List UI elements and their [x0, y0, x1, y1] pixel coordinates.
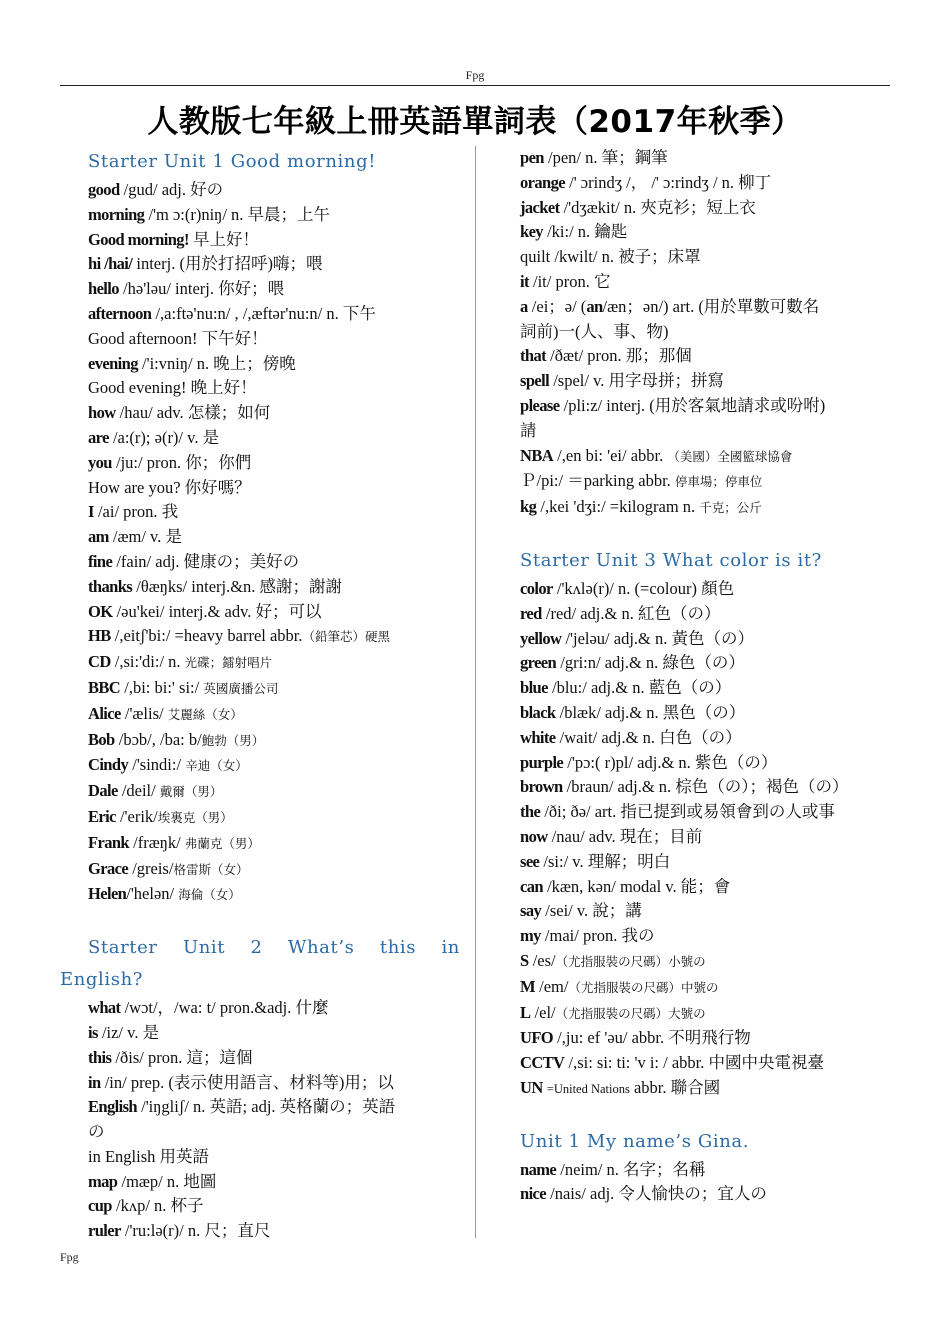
vocab-word: you — [88, 452, 112, 472]
vocab-entry — [60, 476, 460, 501]
vocab-word: OK — [88, 601, 113, 621]
vocab-definition: /hə'ləu/ interj. 你好；喂 — [118, 279, 285, 299]
vocab-entry — [60, 500, 460, 525]
vocab-word: Bob — [88, 729, 115, 749]
vocab-entry — [520, 676, 895, 701]
vocab-definition: /hau/ adv. 怎樣；如何 — [115, 403, 271, 423]
vocab-definition: /neim/ n. 名字；名稱 — [556, 1159, 706, 1179]
vocab-definition: Good afternoon! 下午好！ — [88, 328, 268, 348]
word-list-starter-2-continued — [520, 146, 895, 521]
vocab-note: 光碟；鐳射唱片 — [184, 656, 273, 671]
vocab-entry — [520, 369, 895, 394]
vocab-word: nice — [520, 1184, 547, 1204]
vocab-entry — [520, 419, 895, 444]
vocab-entry — [520, 1158, 895, 1183]
vocab-word: kg — [520, 497, 537, 517]
vocab-word: English — [88, 1097, 137, 1117]
vocab-definition: /wait/ adj.& n. 白色（の） — [555, 727, 742, 747]
vocab-word: Grace — [88, 858, 129, 878]
vocab-definition: /'pɔ:( r)pl/ adj.& n. 紫色（の） — [563, 752, 778, 772]
vocab-word: purple — [520, 752, 564, 772]
vocab-entry — [60, 575, 460, 600]
vocab-word: thanks — [88, 576, 133, 596]
vocab-entry — [60, 352, 460, 377]
vocab-note: 戴爾（男） — [159, 785, 223, 800]
vocab-word: Cindy — [88, 755, 129, 775]
vocab-word: Helen — [88, 884, 127, 904]
page-footer-label: Fpg — [60, 1250, 79, 1264]
vocab-word: CCTV — [520, 1053, 565, 1073]
vocab-entry — [60, 401, 460, 426]
vocab-definition: /ðis/ pron. 這；這個 — [111, 1047, 253, 1067]
vocab-note: （尤指服裝の尺碼）大號の — [555, 1006, 706, 1021]
vocab-definition: /el/ — [530, 1002, 556, 1022]
vocab-word: brown — [520, 777, 563, 797]
vocab-entry — [520, 975, 895, 1001]
unit-heading-starter-2: Starter Unit 2 What’s this in — [88, 937, 460, 959]
unit-heading-unit-1: Unit 1 My name’s Gina. — [520, 1130, 750, 1152]
word-list-unit-1 — [520, 1158, 895, 1208]
vocab-word: evening — [88, 353, 138, 373]
vocab-definition: /es/ — [528, 950, 556, 970]
vocab-definition: interj. (用於打招呼)嗨；喂 — [132, 254, 323, 274]
vocab-word: CD — [88, 652, 111, 672]
vocab-definition: /deil/ — [117, 781, 160, 801]
vocab-definition: /braun/ adj.& n. 棕色（の）；褐色（の） — [562, 777, 849, 797]
page-title: 人教版七年級上冊英語單詞表（2017年秋季） — [147, 104, 803, 140]
vocab-definition: /bɔb/, /ba: b/ — [114, 729, 202, 749]
vocab-word: what — [88, 998, 121, 1018]
vocab-definition: /ai/ pron. 我 — [93, 502, 179, 522]
vocab-note: 埃裏克（男） — [157, 810, 233, 825]
vocab-entry — [60, 753, 460, 779]
vocab-entry — [520, 850, 895, 875]
vocab-entry — [520, 875, 895, 900]
vocab-word: I — [88, 502, 94, 522]
vocab-word: a — [520, 296, 528, 316]
vocab-entry — [60, 376, 460, 401]
vocab-definition: in English 用英語 — [88, 1146, 210, 1166]
vocab-entry — [520, 196, 895, 221]
vocab-definition: /nais/ adj. 令人愉快の；宜人の — [546, 1184, 767, 1204]
vocab-word: color — [520, 578, 553, 598]
vocab-definition: /ðæt/ pron. 那；那個 — [546, 346, 692, 366]
vocab-entry — [60, 228, 460, 253]
vocab-note: （美國）全國籃球協會 — [667, 449, 793, 464]
vocab-definition: /'ælis/ — [120, 703, 168, 723]
page-header-label: Fpg — [465, 68, 485, 82]
vocab-definition: /ki:/ n. 鑰匙 — [542, 222, 628, 242]
vocab-definition: /em/ — [534, 976, 569, 996]
vocab-definition: /'dʒækit/ n. 夾克衫；短上衣 — [559, 197, 756, 217]
vocab-word: afternoon — [88, 303, 152, 323]
vocab-note: 停車場；停車位 — [674, 475, 763, 490]
vocab-definition: /fain/ adj. 健康の；美好の — [112, 551, 300, 571]
vocab-definition: 請 — [520, 420, 537, 440]
spacer — [60, 908, 460, 932]
vocab-entry — [520, 171, 895, 196]
vocab-definition: /'kʌlə(r)/ n. (=colour) 顏色 — [552, 578, 735, 598]
vocab-definition: /gud/ adj. 好の — [119, 180, 224, 199]
vocab-entry — [520, 1026, 895, 1051]
vocab-note: 鮑勃（男） — [201, 733, 265, 748]
vocab-entry — [60, 600, 460, 625]
vocab-definition: /blæk/ adj.& n. 黑色（の） — [555, 702, 746, 722]
vocab-word: fine — [88, 551, 113, 571]
word-list-starter-3 — [520, 577, 895, 1102]
vocab-entry — [60, 624, 460, 650]
vocab-entry — [520, 1076, 895, 1102]
vocab-word: say — [520, 901, 542, 921]
vocab-word: in — [88, 1072, 101, 1092]
vocab-entry — [60, 1071, 460, 1096]
vocab-word: hello — [88, 279, 119, 299]
vocab-word: NBA — [520, 445, 554, 465]
vocab-entry — [520, 469, 895, 495]
vocab-entry — [60, 1145, 460, 1170]
vocab-word: green — [520, 653, 557, 673]
vocab-note: 艾麗絲（女） — [167, 707, 243, 722]
vocab-note: （尤指服裝の尺碼）中號の — [568, 980, 719, 995]
vocab-word: the — [520, 802, 541, 822]
vocab-entry — [60, 857, 460, 883]
vocab-definition: /æm/ v. 是 — [108, 527, 182, 547]
vocab-entry — [60, 327, 460, 352]
vocab-definition: abbr. 聯合國 — [629, 1077, 721, 1097]
vocab-definition: quilt /kwilt/ n. 被子；床罩 — [520, 247, 701, 267]
vocab-word: Dale — [88, 781, 118, 801]
vocab-entry — [60, 882, 460, 908]
vocab-word: name — [520, 1159, 557, 1179]
vocab-entry — [60, 302, 460, 327]
vocab-entry — [520, 627, 895, 652]
vocab-entry — [520, 775, 895, 800]
vocab-definition: /spel/ v. 用字母拼；拼寫 — [549, 371, 725, 391]
vocab-definition: /gri:n/ adj.& n. 綠色（の） — [556, 653, 745, 673]
vocab-word: please — [520, 395, 560, 415]
vocab-definition: の — [88, 1122, 105, 1142]
vocab-entry — [60, 1194, 460, 1219]
vocab-word: ruler — [88, 1221, 121, 1241]
vocab-entry — [60, 779, 460, 805]
vocab-entry — [60, 426, 460, 451]
vocab-definition: /fræŋk/ — [129, 832, 185, 852]
vocab-word: black — [520, 702, 556, 722]
vocab-definition: /ju:/ pron. 你；你們 — [111, 452, 252, 472]
unit-heading-starter-1: Starter Unit 1 Good morning! — [88, 151, 377, 172]
vocab-word: orange — [520, 172, 565, 192]
vocab-definition: /iz/ v. 是 — [97, 1022, 160, 1042]
vocab-note: （鉛筆芯）硬黑 — [302, 630, 391, 645]
vocab-word: UFO — [520, 1028, 554, 1048]
vocab-definition: /mai/ pron. 我の — [540, 926, 655, 946]
vocab-entry — [520, 924, 895, 949]
vocab-definition: /,bi: bi:' si:/ — [120, 677, 204, 697]
vocab-entry — [520, 800, 895, 825]
vocab-word: that — [520, 346, 547, 366]
vocab-definition: /' ɔrindʒ /， /' ɔ:rindʒ / n. 柳丁 — [564, 172, 772, 192]
vocab-word: can — [520, 876, 543, 896]
header-rule — [60, 85, 890, 86]
vocab-definition: 詞前)一(人、事、物) — [520, 321, 669, 341]
vocab-definition: /'jeləu/ adj.& n. 黃色（の） — [561, 628, 755, 648]
vocab-definition: /əu'kei/ interj.& adv. 好；可以 — [112, 601, 322, 621]
vocab-word: now — [520, 826, 548, 846]
vocab-definition: /sei/ v. 說；講 — [541, 901, 642, 921]
vocab-entry — [520, 1182, 895, 1207]
unit-heading-starter-2-cont: English? — [60, 969, 144, 991]
vocab-definition: /,en bi: 'ei/ abbr. — [553, 445, 668, 465]
vocab-entry — [60, 805, 460, 831]
vocab-word: pen — [520, 148, 544, 167]
vocab-word: morning — [88, 204, 145, 224]
vocab-definition: /æn；ən/) art. (用於單數可數名 — [602, 296, 820, 316]
vocab-entry — [520, 444, 895, 470]
vocab-entry — [520, 899, 895, 924]
vocab-definition: /,eitʃ'bi:/ =heavy barrel abbr. — [110, 626, 303, 646]
vocab-entry — [520, 320, 895, 345]
vocab-word: red — [520, 603, 542, 623]
vocab-note: 弗蘭克（男） — [184, 836, 260, 851]
vocab-entry — [60, 1095, 460, 1120]
vocab-definition: /θæŋks/ interj.&n. 感謝；謝謝 — [132, 576, 343, 596]
vocab-word: L — [520, 1002, 531, 1022]
vocab-word: is — [88, 1022, 98, 1042]
left-column — [60, 146, 460, 1244]
vocab-note: 千克；公斤 — [699, 501, 762, 516]
vocab-word: white — [520, 727, 556, 747]
vocab-word: are — [88, 427, 109, 447]
vocab-entry — [520, 751, 895, 776]
vocab-word: Good morning! — [88, 229, 189, 249]
vocab-definition: /in/ prep. (表示使用語言、材料等)用；以 — [100, 1072, 394, 1092]
vocab-definition: How are you? 你好嗎？ — [88, 477, 251, 497]
vocab-word: cup — [88, 1196, 112, 1216]
vocab-word: HB — [88, 626, 111, 646]
vocab-word: jacket — [520, 197, 560, 217]
vocab-definition: /'i:vniŋ/ n. 晚上；傍晚 — [137, 353, 296, 373]
vocab-definition: /kʌp/ n. 杯子 — [111, 1196, 204, 1216]
vocab-definition: /greis/ — [128, 858, 174, 878]
vocab-entry — [60, 1021, 460, 1046]
vocab-entry — [60, 676, 460, 702]
vocab-definition: /,si: si: ti: 'v i: / abbr. 中國中央電視臺 — [564, 1053, 825, 1073]
vocab-word: good — [88, 180, 120, 199]
vocab-entry — [520, 701, 895, 726]
vocab-definition: /ði; ðə/ art. 指已提到或易領會到の人或事 — [540, 802, 835, 822]
vocab-definition: /pen/ n. 筆；鋼筆 — [543, 148, 668, 167]
vocab-definition: /nau/ adv. 現在；目前 — [547, 826, 703, 846]
vocab-definition: /pli:z/ interj. (用於客氣地請求或吩咐) — [559, 395, 826, 415]
vocab-entry — [60, 203, 460, 228]
vocab-definition: /'iŋgliʃ/ n. 英語; adj. 英格蘭の；英語 — [137, 1097, 396, 1117]
vocab-definition: /blu:/ adj.& n. 藍色（の） — [547, 678, 732, 698]
vocab-definition: /'m ɔ:(r)niŋ/ n. 早晨；上午 — [144, 204, 331, 224]
vocab-entry — [60, 1219, 460, 1244]
vocab-entry — [60, 252, 460, 277]
vocab-definition: /si:/ v. 理解；明白 — [539, 851, 671, 871]
vocab-word: blue — [520, 678, 548, 698]
vocab-entry — [520, 577, 895, 602]
vocab-entry — [60, 1170, 460, 1195]
vocab-entry — [60, 650, 460, 676]
vocab-note: 格雷斯（女） — [173, 862, 249, 877]
vocab-definition: /ei；ə/ ( — [527, 296, 587, 316]
vocab-word: yellow — [520, 628, 562, 648]
vocab-entry — [520, 220, 895, 245]
vocab-entry — [60, 451, 460, 476]
vocab-note: 海倫（女） — [178, 888, 241, 903]
vocab-note: 英國廣播公司 — [203, 681, 279, 696]
vocab-note: （尤指服裝の尺碼）小號の — [555, 954, 706, 969]
vocab-entry — [60, 550, 460, 575]
vocab-word: Alice — [88, 703, 121, 723]
column-divider — [475, 146, 476, 1238]
vocab-word: how — [88, 403, 116, 423]
vocab-definition: /it/ pron. 它 — [528, 271, 611, 291]
vocab-word: map — [88, 1171, 118, 1191]
vocab-entry — [520, 146, 895, 171]
vocab-word: see — [520, 851, 540, 871]
vocab-entry — [520, 1051, 895, 1076]
vocab-word: my — [520, 926, 541, 946]
vocab-word: key — [520, 222, 543, 242]
vocab-entry — [60, 525, 460, 550]
vocab-entry — [520, 295, 895, 320]
vocab-entry — [520, 949, 895, 975]
vocab-entry — [60, 996, 460, 1021]
vocab-word: UN — [520, 1077, 543, 1097]
vocab-entry — [60, 1120, 460, 1145]
vocab-entry — [60, 831, 460, 857]
vocab-note: =United Nations — [546, 1081, 630, 1096]
vocab-word: hi /hai/ — [88, 254, 133, 274]
vocab-note: 辛迪（女） — [185, 759, 248, 774]
vocab-entry — [520, 344, 895, 369]
vocab-definition: /wɔt/，/wa: t/ pron.&adj. 什麼 — [120, 998, 329, 1018]
vocab-definition: /,kei 'dʒi:/ =kilogram n. — [536, 497, 700, 517]
vocab-entry — [60, 702, 460, 728]
vocab-definition: /mæp/ n. 地圖 — [117, 1171, 217, 1191]
right-column — [520, 146, 895, 1207]
vocab-definition: /,si:'di:/ n. — [110, 652, 185, 672]
unit-heading-starter-3: Starter Unit 3 What color is it? — [520, 549, 822, 571]
vocab-definition: /kæn, kən/ modal v. 能；會 — [542, 876, 731, 896]
vocab-entry — [60, 277, 460, 302]
vocab-entry — [520, 651, 895, 676]
vocab-word: Eric — [88, 806, 116, 826]
vocab-word: an — [586, 296, 603, 316]
vocab-definition: Ｐ/pi:/ ＝parking abbr. — [520, 471, 675, 491]
vocab-entry — [60, 1046, 460, 1071]
vocab-definition: /'helən/ — [126, 884, 179, 904]
vocab-word: this — [88, 1047, 112, 1067]
vocab-entry — [520, 495, 895, 521]
vocab-definition: 早上好！ — [188, 229, 259, 249]
vocab-definition: /,ju: ef 'əu/ abbr. 不明飛行物 — [553, 1028, 751, 1048]
vocab-definition: /a:(r); ə(r)/ v. 是 — [108, 427, 220, 447]
vocab-entry — [60, 178, 460, 203]
vocab-definition: /'ru:lə(r)/ n. 尺；直尺 — [120, 1221, 271, 1241]
vocab-word: am — [88, 527, 109, 547]
vocab-definition: /,a:ftə'nu:n/ , /,æftər'nu:n/ n. 下午 — [151, 303, 376, 323]
vocab-word: BBC — [88, 677, 121, 697]
vocab-entry — [520, 602, 895, 627]
vocab-word: S — [520, 950, 529, 970]
vocab-entry — [60, 728, 460, 754]
vocab-definition: /'erik/ — [115, 806, 158, 826]
vocab-entry — [520, 245, 895, 270]
vocab-definition: /'sindi:/ — [128, 755, 186, 775]
vocab-definition: /red/ adj.& n. 紅色（の） — [541, 603, 721, 623]
spacer — [520, 1102, 895, 1126]
vocab-entry — [520, 1001, 895, 1027]
vocab-entry — [520, 394, 895, 419]
word-list-starter-1 — [60, 178, 460, 908]
vocab-word: M — [520, 976, 535, 996]
vocab-word: Frank — [88, 832, 130, 852]
vocab-definition: Good evening! 晚上好！ — [88, 378, 257, 398]
vocab-word: it — [520, 271, 529, 291]
word-list-starter-2 — [60, 996, 460, 1244]
vocab-word: spell — [520, 371, 550, 391]
vocab-entry — [520, 726, 895, 751]
spacer — [520, 521, 895, 545]
vocab-entry — [520, 825, 895, 850]
vocab-entry — [520, 270, 895, 295]
